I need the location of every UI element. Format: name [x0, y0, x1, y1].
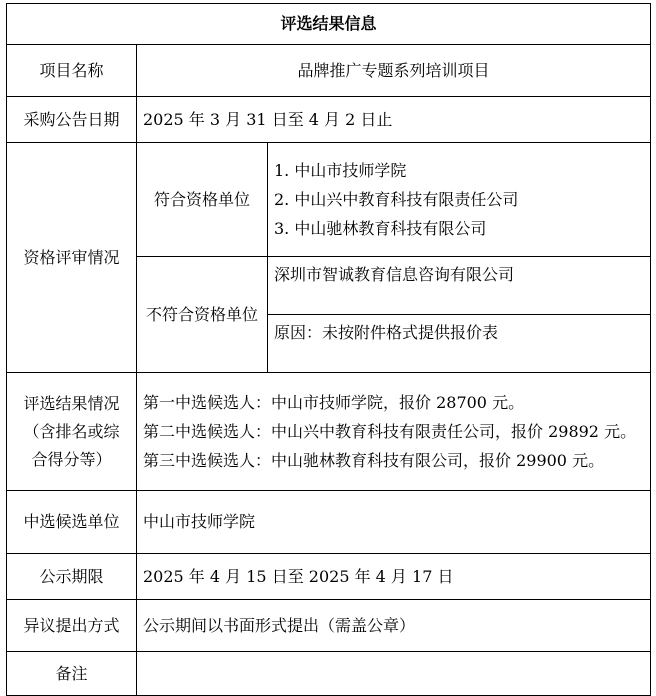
evaluation-row: [7, 373, 651, 491]
announcement-value: 2025 年 3 月 31 日至 4 月 2 日止: [137, 97, 651, 143]
publicity-value: 2025 年 4 月 15 日至 2025 年 4 月 17 日: [137, 554, 651, 600]
project-value: 品牌推广专题系列培训项目: [137, 45, 651, 97]
objection-label: 异议提出方式: [7, 600, 137, 652]
announcement-label: 采购公告日期: [7, 97, 137, 143]
qualified-label: 符合资格单位: [137, 143, 268, 257]
qualified-item-3: 3. 中山驰林教育科技有限公司: [274, 219, 487, 238]
qualification-label: 资格评审情况: [7, 143, 137, 373]
evaluation-label: [7, 373, 137, 491]
evaluation-label-line-2: （含排名或综: [23, 421, 120, 441]
winner-value: 中山市技师学院: [137, 491, 651, 554]
evaluation-result-3: 第三中选候选人：中山驰林教育科技有限公司，报价 29900 元。: [143, 451, 605, 470]
evaluation-result-1: 第一中选候选人：中山市技师学院，报价 28700 元。: [143, 393, 525, 412]
project-label: 项目名称: [7, 45, 137, 97]
evaluation-result-2: 第二中选候选人：中山兴中教育科技有限责任公司，报价 29892 元。: [143, 422, 637, 441]
remarks-value: [137, 652, 651, 696]
objection-row: [7, 600, 651, 652]
publicity-label: 公示期限: [7, 554, 137, 600]
title-row: [7, 4, 651, 45]
qualified-item-1: 1. 中山市技师学院: [274, 161, 407, 180]
remarks-row: [7, 652, 651, 696]
table-title: 评选结果信息: [7, 4, 651, 45]
qualified-row: [7, 143, 651, 257]
evaluation-label-line-1: 评选结果情况: [23, 393, 120, 413]
winner-label: 中选候选单位: [7, 491, 137, 554]
unqualified-label: 不符合资格单位: [137, 257, 268, 373]
publicity-row: [7, 554, 651, 600]
unqualified-unit: 深圳市智诚教育信息咨询有限公司: [268, 257, 651, 315]
unqualified-reason: 原因：未按附件格式提供报价表: [268, 315, 651, 373]
project-row: [7, 45, 651, 97]
evaluation-label-line-3: 合得分等）: [31, 449, 112, 469]
qualified-list: [268, 143, 651, 257]
result-table: [6, 3, 651, 696]
evaluation-results: [137, 373, 651, 491]
objection-value: 公示期间以书面形式提出（需盖公章）: [137, 600, 651, 652]
winner-row: [7, 491, 651, 554]
announcement-row: [7, 97, 651, 143]
qualified-item-2: 2. 中山兴中教育科技有限责任公司: [274, 190, 519, 209]
remarks-label: 备注: [7, 652, 137, 696]
